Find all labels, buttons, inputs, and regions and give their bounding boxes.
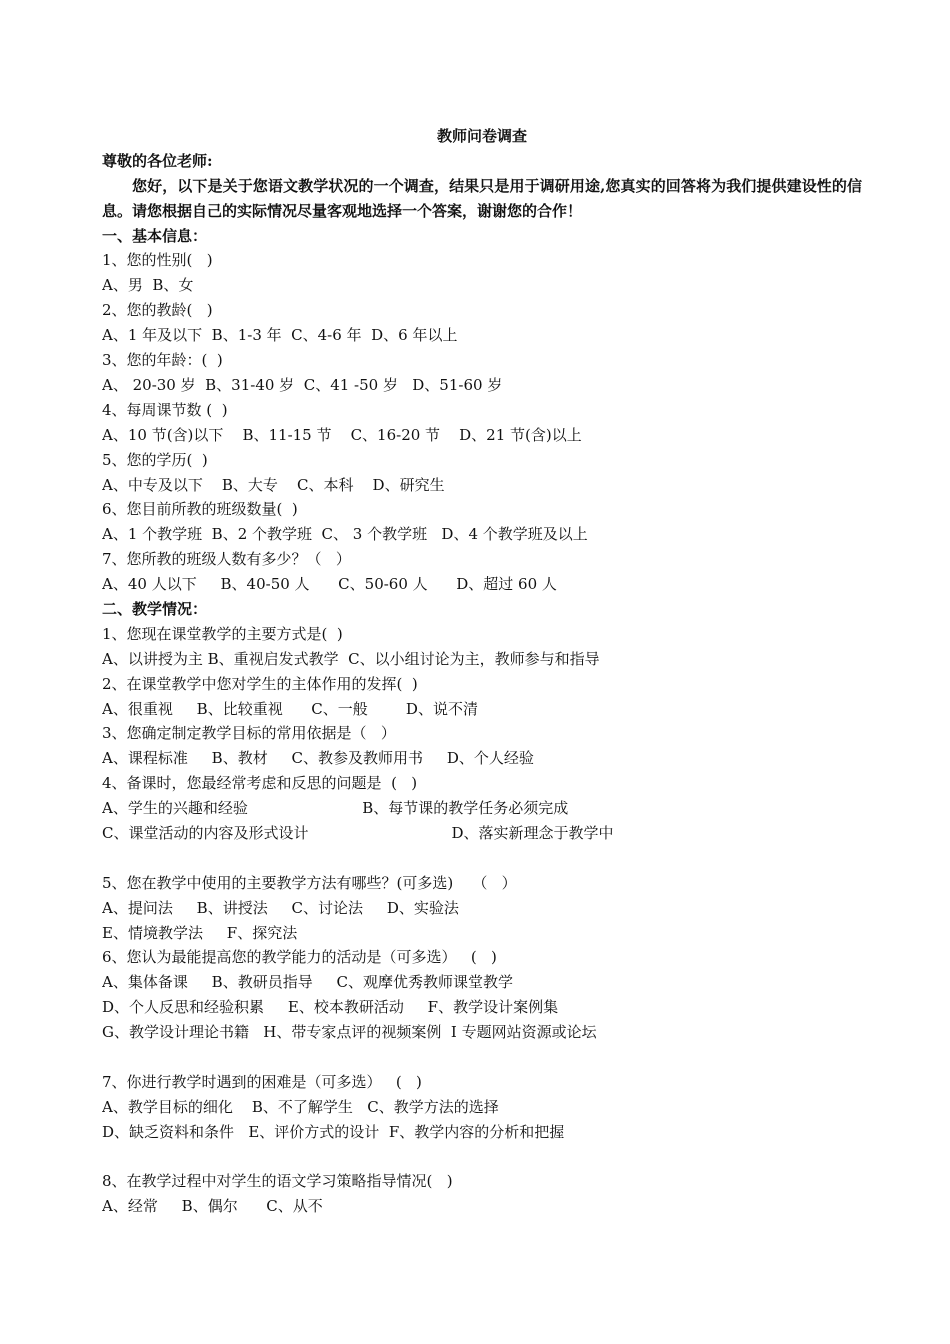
question: 1、您的性别( ) [102,251,213,270]
question: 2、您的教龄( ) [102,301,213,320]
question: 1、您现在课堂教学的主要方式是( ) [102,624,343,643]
options: A、男 B、女 [102,276,194,295]
spacer [102,1045,862,1070]
options: A、很重视 B、比较重视 C、一般 D、说不清 [102,699,478,718]
intro-paragraph: 您好，以下是关于您语文教学状况的一个调查，结果只是用于调研用途,您真实的回答将为我们提供建设性的信息。请您根据自己的实际情况尽量客观地选择一个答案，谢谢您的合作！ [102,176,862,220]
question: 7、您所教的班级人数有多少？（ ） [102,550,351,569]
options: A、1 个教学班 B、2 个教学班 C、 3 个教学班 D、4 个教学班及以上 [102,525,588,544]
section2-heading: 二、教学情况： [102,599,208,618]
options: A、教学目标的细化 B、不了解学生 C、教学方法的选择 [102,1097,499,1116]
question: 4、备课时，您最经常考虑和反思的问题是 ( ) [102,774,418,793]
options: C、课堂活动的内容及形式设计 D、落实新理念于教学中 [102,823,614,842]
options: A、1 年及以下 B、1-3 年 C、4-6 年 D、6 年以上 [102,326,458,345]
question: 8、在教学过程中对学生的语文学习策略指导情况( ) [102,1172,453,1191]
question: 3、您的年龄：( ) [102,351,223,370]
spacer [102,846,862,871]
options: A、 20-30 岁 B、31-40 岁 C、41 -50 岁 D、51-60 岁 [102,375,503,394]
options: G、教学设计理论书籍 H、带专家点评的视频案例 I 专题网站资源或论坛 [102,1023,597,1042]
options: A、集体备课 B、教研员指导 C、观摩优秀教师课堂教学 [102,973,514,992]
question: 3、您确定制定教学目标的常用依据是（ ） [102,724,396,743]
question: 4、每周课节数 ( ) [102,400,228,419]
options: A、课程标准 B、教材 C、教参及教师用书 D、个人经验 [102,749,534,768]
options: A、学生的兴趣和经验 B、每节课的教学任务必须完成 [102,799,569,818]
options: A、以讲授为主 B、重视启发式教学 C、以小组讨论为主，教师参与和指导 [102,649,600,668]
question: 2、在课堂教学中您对学生的主体作用的发挥( ) [102,674,418,693]
question: 6、您认为最能提高您的教学能力的活动是（可多选） ( ) [102,948,497,967]
question: 5、您在教学中使用的主要教学方法有哪些？(可多选) （ ） [102,873,517,892]
section1-heading: 一、基本信息： [102,226,208,245]
options: A、中专及以下 B、大专 C、本科 D、研究生 [102,475,445,494]
greeting: 尊敬的各位老师: [102,151,213,170]
options: D、个人反思和经验积累 E、校本教研活动 F、教学设计案例集 [102,998,559,1017]
options: A、40 人以下 B、40-50 人 C、50-60 人 D、超过 60 人 [102,575,557,594]
question: 7、你进行教学时遇到的困难是（可多选） ( ) [102,1072,422,1091]
options: D、缺乏资料和条件 E、评价方式的设计 F、教学内容的分析和把握 [102,1122,565,1141]
options: A、10 节(含)以下 B、11-15 节 C、16-20 节 D、21 节(含)以上 [102,425,582,444]
document-content [102,124,862,1219]
options: A、经常 B、偶尔 C、从不 [102,1197,323,1216]
options: E、情境教学法 F、探究法 [102,923,298,942]
options: A、提问法 B、讲授法 C、讨论法 D、实验法 [102,898,459,917]
page-title: 教师问卷调查 [436,127,527,145]
spacer [102,1145,862,1170]
question: 6、您目前所教的班级数量( ) [102,500,298,519]
question: 5、您的学历( ) [102,450,208,469]
